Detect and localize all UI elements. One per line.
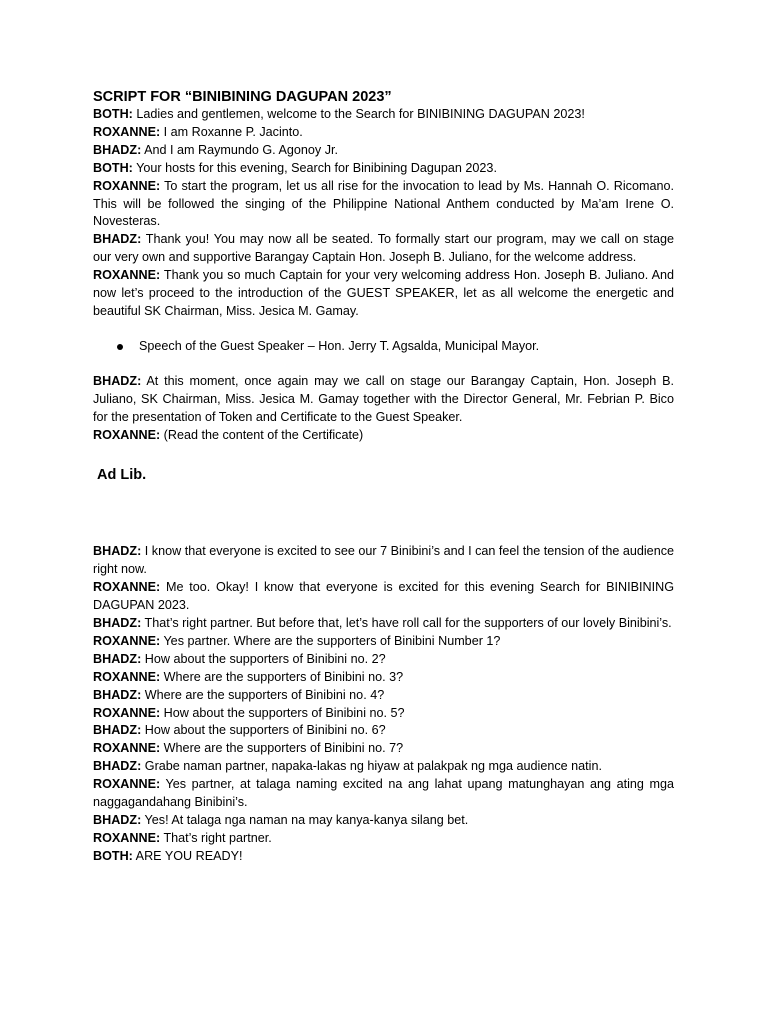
line-text: ARE YOU READY! bbox=[132, 848, 243, 863]
script-line bbox=[93, 722, 674, 740]
script-section-roll-call bbox=[93, 543, 674, 865]
bullet-item-guest-speech: Speech of the Guest Speaker – Hon. Jerry T. Agsalda, Municipal Mayor. bbox=[93, 338, 674, 356]
script-line bbox=[93, 106, 674, 124]
line-text: How about the supporters of Binibini no. 2? bbox=[141, 651, 386, 666]
speaker-label: ROXANNE: bbox=[93, 705, 161, 720]
script-line bbox=[93, 776, 674, 812]
line-text: Thank you! You may now all be seated. To formally start our program, may we call on stage our very own and supportive Barangay Captain Hon. Joseph B. Juliano, for the welcome address. bbox=[93, 232, 674, 265]
speaker-label: ROXANNE: bbox=[93, 830, 161, 845]
script-line bbox=[93, 705, 674, 723]
script-line bbox=[93, 812, 674, 830]
blank-space bbox=[93, 484, 674, 543]
speaker-label: ROXANNE: bbox=[93, 268, 161, 283]
script-line bbox=[93, 178, 674, 232]
line-text: Ladies and gentlemen, welcome to the Search for BINIBINING DAGUPAN 2023! bbox=[132, 107, 585, 121]
speaker-label: ROXANNE: bbox=[93, 741, 161, 756]
line-text: Yes partner, at talaga naming excited na ang lahat upang matunghayan ang ating mga naggagandahang Binibini’s. bbox=[93, 777, 674, 810]
line-text: Where are the supporters of Binibini no. 4? bbox=[141, 687, 385, 702]
line-text: That’s right partner. But before that, let’s have roll call for the supporters of our lovely Binibini’s. bbox=[141, 616, 672, 631]
line-text: At this moment, once again may we call on stage our Barangay Captain, Hon. Joseph B. Juliano, SK Chairman, Miss. Jesica M. Gamay together with the Director General, Mr. Febrian P. Bico for the presentation of Token and Certificate to the Guest Speaker. bbox=[93, 373, 674, 424]
script-line bbox=[93, 669, 674, 687]
speaker-label: ROXANNE: bbox=[93, 178, 161, 193]
script-line bbox=[93, 160, 674, 178]
script-line bbox=[93, 543, 674, 579]
script-line bbox=[93, 633, 674, 651]
line-text: And I am Raymundo G. Agonoy Jr. bbox=[141, 142, 338, 157]
speaker-label: BHADZ: bbox=[93, 232, 142, 247]
script-line bbox=[93, 142, 674, 160]
speaker-label: BOTH: bbox=[93, 848, 133, 863]
speaker-label: ROXANNE: bbox=[93, 124, 161, 139]
script-line bbox=[93, 830, 674, 848]
line-text: Yes partner. Where are the supporters of Binibini Number 1? bbox=[160, 633, 501, 648]
speaker-label: ROXANNE: bbox=[93, 633, 161, 648]
script-line bbox=[93, 124, 674, 142]
line-text: (Read the content of the Certificate) bbox=[160, 427, 364, 442]
script-line bbox=[93, 848, 674, 866]
speaker-label: BHADZ: bbox=[93, 142, 142, 157]
script-line bbox=[93, 373, 674, 427]
speaker-label: BHADZ: bbox=[93, 723, 142, 738]
bullet-list bbox=[93, 338, 674, 356]
line-text: I know that everyone is excited to see our 7 Binibini’s and I can feel the tension of the audience right now. bbox=[93, 544, 674, 577]
speaker-label: ROXANNE: bbox=[93, 580, 161, 595]
line-text: To start the program, let us all rise for the invocation to lead by Ms. Hannah O. Ricomano. This will be followed the singing of the Philippine National Anthem conducted by Ma’am Irene O. Novesteras. bbox=[93, 178, 674, 229]
line-text: Me too. Okay! I know that everyone is excited for this evening Search for BINIBINING DAGUPAN 2023. bbox=[93, 580, 674, 613]
speaker-label: ROXANNE: bbox=[93, 777, 161, 792]
script-title: SCRIPT FOR “BINIBINING DAGUPAN 2023” bbox=[93, 89, 392, 105]
speaker-label: ROXANNE: bbox=[93, 427, 161, 442]
script-line bbox=[93, 267, 674, 321]
script-line bbox=[93, 687, 674, 705]
speaker-label: BHADZ: bbox=[93, 651, 142, 666]
script-line bbox=[93, 740, 674, 758]
speaker-label: BOTH: bbox=[93, 107, 133, 121]
line-text: How about the supporters of Binibini no. 6? bbox=[141, 723, 386, 738]
speaker-label: ROXANNE: bbox=[93, 669, 161, 684]
line-text: How about the supporters of Binibini no. 5? bbox=[160, 705, 405, 720]
speaker-label: BHADZ: bbox=[93, 616, 142, 631]
script-line bbox=[93, 758, 674, 776]
line-text: That’s right partner. bbox=[160, 830, 272, 845]
line-text: Where are the supporters of Binibini no. 7? bbox=[160, 741, 404, 756]
script-section-opening bbox=[93, 106, 674, 321]
script-section-token bbox=[93, 373, 674, 445]
speaker-label: BHADZ: bbox=[93, 687, 142, 702]
script-line bbox=[93, 651, 674, 669]
speaker-label: BHADZ: bbox=[93, 759, 142, 774]
speaker-label: BHADZ: bbox=[93, 544, 142, 559]
speaker-label: BOTH: bbox=[93, 160, 133, 175]
line-text: Grabe naman partner, napaka-lakas ng hiyaw at palakpak ng mga audience natin. bbox=[141, 759, 602, 774]
ad-lib-heading: Ad Lib. bbox=[97, 467, 147, 484]
line-text: Yes! At talaga nga naman na may kanya-kanya silang bet. bbox=[141, 813, 469, 827]
speaker-label: BHADZ: bbox=[93, 813, 142, 827]
speaker-label: BHADZ: bbox=[93, 373, 142, 388]
script-line bbox=[93, 231, 674, 267]
script-line bbox=[93, 427, 674, 445]
line-text: Your hosts for this evening, Search for Binibining Dagupan 2023. bbox=[132, 160, 497, 175]
script-line bbox=[93, 615, 674, 633]
script-line bbox=[93, 579, 674, 615]
line-text: I am Roxanne P. Jacinto. bbox=[160, 124, 303, 139]
line-text: Thank you so much Captain for your very welcoming address Hon. Joseph B. Juliano. And now let’s proceed to the introduction of the GUEST SPEAKER, let as all welcome the energetic and beautiful SK Chairman, Miss. Jesica M. Gamay. bbox=[93, 268, 674, 318]
line-text: Where are the supporters of Binibini no. 3? bbox=[160, 669, 404, 684]
